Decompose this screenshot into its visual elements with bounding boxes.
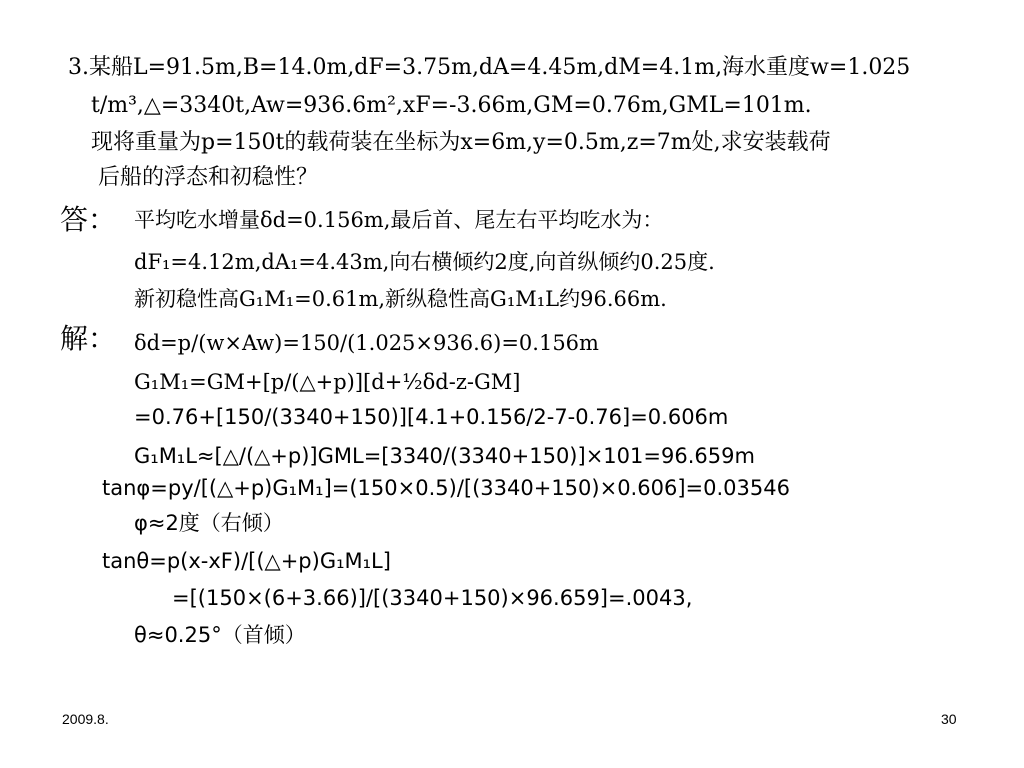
question-line-4: 后船的浮态和初稳性？ xyxy=(98,165,319,190)
solution-line-9: θ≈0.25°（首倾） xyxy=(134,623,306,647)
solution-heading: 解： xyxy=(60,322,117,355)
solution-line-1: δd=p/(w×Aw)=150/(1.025×936.6)=0.156m xyxy=(134,331,599,355)
solution-line-5: tanφ=py/[(△+p)G₁M₁]=(150×0.5)/[(3340+150)×0.606]=0.03546 xyxy=(102,476,790,500)
answer-line-1: 平均吃水增量δd=0.156m,最后首、尾左右平均吃水为： xyxy=(134,208,664,232)
answer-line-2: dF₁=4.12m,dA₁=4.43m,向右横倾约2度,向首纵倾约0.25度. xyxy=(134,250,715,274)
page-number: 30 xyxy=(941,711,957,727)
solution-line-4: G₁M₁L≈[△/(△+p)]GML=[3340/(3340+150)]×101=96.659m xyxy=(134,444,755,468)
footer-date: 2009.8. xyxy=(62,711,109,727)
solution-line-2: G₁M₁=GM+[p/(△+p)][d+½δd-z-GM] xyxy=(134,370,521,394)
question-line-1: 3.某船L=91.5m,B=14.0m,dF=3.75m,dA=4.45m,dM=4.1m,海水重度w=1.025 xyxy=(68,55,911,80)
solution-line-7: tanθ=p(x-xF)/[(△+p)G₁M₁L] xyxy=(102,549,391,573)
answer-heading: 答： xyxy=(60,203,117,236)
solution-line-8: =[(150×(6+3.66)]/[(3340+150)×96.659]=.0043, xyxy=(172,586,693,610)
solution-line-6: φ≈2度（右倾） xyxy=(134,511,284,535)
question-line-2: t/m³,△=3340t,Aw=936.6m²,xF=-3.66m,GM=0.76m,GML=101m. xyxy=(91,93,812,118)
solution-line-3: =0.76+[150/(3340+150)][4.1+0.156/2-7-0.76]=0.606m xyxy=(134,405,729,429)
question-line-3: 现将重量为p=150t的载荷装在坐标为x=6m,y=0.5m,z=7m处,求安装载荷 xyxy=(91,130,831,155)
answer-line-3: 新初稳性高G₁M₁=0.61m,新纵稳性高G₁M₁L约96.66m. xyxy=(134,287,667,311)
